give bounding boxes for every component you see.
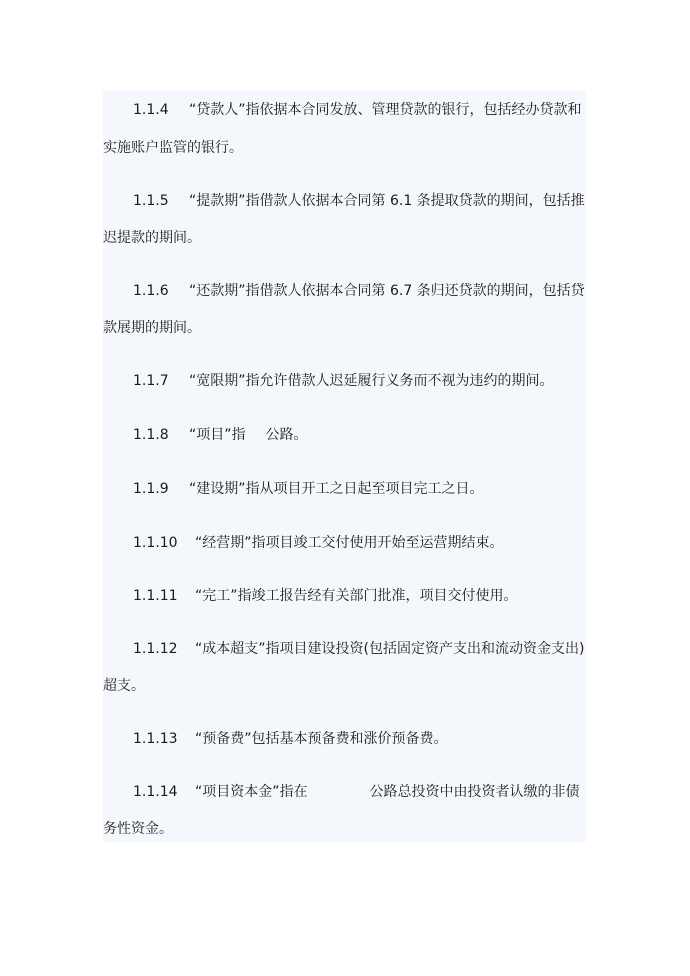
clause-text: “宽限期”指允许借款人迟延履行义务而不视为违约的期间。	[189, 373, 554, 389]
clause-text: “完工”指竣工报告经有关部门批准，项目交付使用。	[195, 588, 518, 604]
clause-text: “项目资本金”指在	[195, 784, 308, 800]
clause-text: 超支。	[103, 678, 145, 694]
clause-1-1-12-continuation	[103, 677, 145, 695]
clause-number: 1.1.6	[133, 283, 169, 299]
clause-1-1-6-continuation	[103, 319, 201, 337]
clause-number: 1.1.11	[133, 588, 178, 604]
clause-1-1-9	[103, 480, 484, 498]
clause-number: 1.1.4	[133, 102, 169, 118]
clause-1-1-13	[103, 730, 448, 748]
clause-1-1-5	[103, 192, 585, 210]
clause-text: “经营期”指项目竣工交付使用开始至运营期结束。	[195, 535, 504, 551]
clause-text: “成本超支”指项目建设投资(包括固定资产支出和流动资金支出)	[195, 641, 585, 657]
clause-text: “预备费”包括基本预备费和涨价预备费。	[195, 731, 448, 747]
clause-text: “贷款人”指依据本合同发放、管理贷款的银行，包括经办贷款和	[189, 102, 582, 118]
clause-text: “项目”指	[189, 427, 246, 443]
clause-number: 1.1.10	[133, 535, 178, 551]
clause-text: 迟提款的期间。	[103, 230, 201, 246]
clause-1-1-5-continuation	[103, 229, 201, 247]
clause-1-1-6	[103, 282, 585, 300]
clause-text: 实施账户监管的银行。	[103, 140, 243, 156]
clause-text: “建设期”指从项目开工之日起至项目完工之日。	[189, 481, 484, 497]
clause-text: 款展期的期间。	[103, 320, 201, 336]
clause-1-1-10	[103, 534, 504, 552]
clause-1-1-4-continuation	[103, 139, 243, 157]
clause-1-1-7	[103, 372, 554, 390]
clause-1-1-11	[103, 587, 518, 605]
clause-1-1-4	[103, 101, 582, 119]
clause-number: 1.1.8	[133, 427, 169, 443]
clause-number: 1.1.7	[133, 373, 169, 389]
clause-1-1-8	[103, 426, 308, 444]
clause-text: “还款期”指借款人依据本合同第 6.7 条归还贷款的期间，包括贷	[189, 283, 585, 299]
clause-number: 1.1.12	[133, 641, 178, 657]
clause-1-1-14	[103, 783, 580, 801]
clause-1-1-14-continuation	[103, 820, 173, 838]
clause-number: 1.1.14	[133, 784, 178, 800]
clause-number: 1.1.13	[133, 731, 178, 747]
clause-text: “提款期”指借款人依据本合同第 6.1 条提取贷款的期间，包括推	[189, 193, 585, 209]
clause-text: 公路总投资中由投资者认缴的非债	[369, 784, 580, 800]
clause-text: 务性资金。	[103, 821, 173, 837]
clause-text: 公路。	[265, 427, 308, 443]
clause-number: 1.1.9	[133, 481, 169, 497]
clause-1-1-12	[103, 640, 584, 658]
clause-number: 1.1.5	[133, 193, 169, 209]
